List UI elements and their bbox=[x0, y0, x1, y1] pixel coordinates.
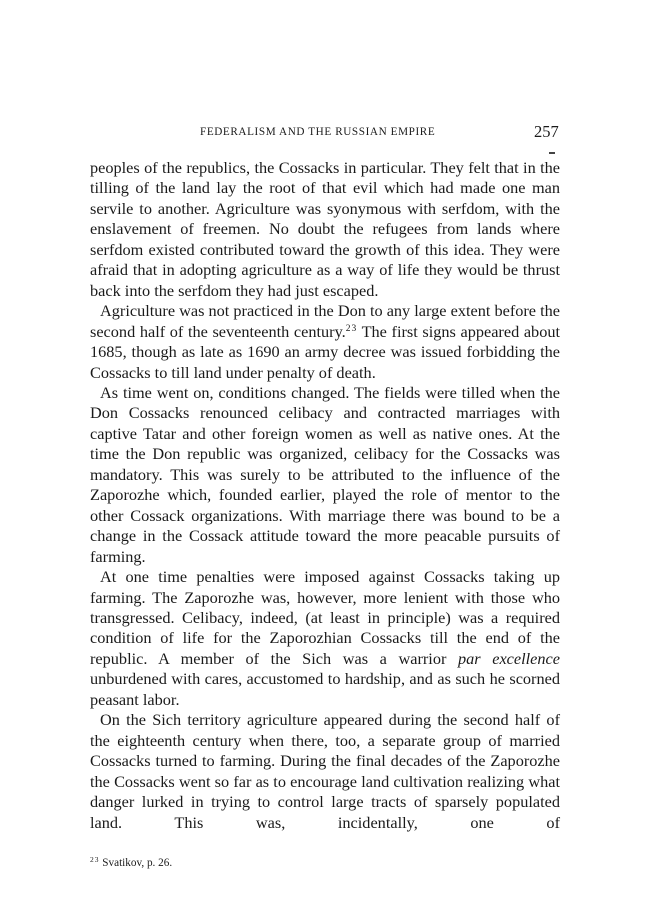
page-number: 257 bbox=[534, 122, 559, 141]
footnote bbox=[90, 855, 172, 869]
paragraph-5: On the Sich territory agriculture appeared during the second half of the eighteenth century when there, too, a separate group of married Cossacks turned to farming. During the final decades of the Zaporozhe the Cossacks went so far as to encourage land cultivation realizing what danger lurked in trying to control large tracts of sparsely populated land. This was, incidentally, one of bbox=[90, 710, 560, 832]
footnote-reference: 23 bbox=[345, 323, 358, 334]
printer-mark bbox=[549, 152, 555, 154]
paragraph-4-text-a: At one time penalties were imposed against Cossacks taking up farming. The Zaporozhe was, however, more lenient with those who transgressed. Celibacy, indeed, (at least in principle) was a required condition of life for the Zaporozhian Cossacks till the end of the republic. A member of the Sich was a warrior bbox=[90, 567, 560, 668]
paragraph-3: As time went on, conditions changed. The fields were tilled when the Don Cossacks renounced celibacy and contracted marriages with captive Tatar and other foreign women as well as native ones. At the time the Don republic was organized, celibacy for the Cossacks was mandatory. This was surely to be attributed to the influence of the Zaporozhe which, founded earlier, played the role of mentor to the other Cossack organizations. With marriage there was bound to be a change in the Cossack attitude toward the more peacable pursuits of farming. bbox=[90, 382, 560, 566]
paragraph-2 bbox=[90, 301, 560, 383]
footnote-text: Svatikov, p. 26. bbox=[102, 857, 173, 869]
paragraph-2-text-b: The first signs appeared about 1685, though as late as 1690 an army decree was issued forbidding the Cossacks to till land under penalty of death. bbox=[90, 321, 561, 382]
italic-phrase: par excellence bbox=[458, 648, 560, 668]
running-title: FEDERALISM AND THE RUSSIAN EMPIRE bbox=[200, 126, 436, 138]
paragraph-2-text-a: Agriculture was not practiced in the Don to any large extent before the second half of the seventeenth century. bbox=[90, 301, 560, 341]
running-header bbox=[0, 122, 657, 144]
body-text bbox=[90, 158, 560, 833]
paragraph-1: peoples of the republics, the Cossacks in particular. They felt that in the tilling of the land lay the root of that evil which had made one man servile to another. Agriculture was syonymous with serfdom, with the enslavement of freemen. No doubt the refugees from lands where serfdom existed contributed toward the growth of this idea. They were afraid that in adopting agriculture as a way of life they would be thrust back into the serfdom they had just escaped. bbox=[90, 158, 560, 300]
paragraph-4 bbox=[90, 567, 560, 710]
paragraph-4-text-b: unburdened with cares, accustomed to hardship, and as such he scorned peasant labor. bbox=[90, 669, 560, 709]
footnote-number: 23 bbox=[90, 855, 100, 864]
